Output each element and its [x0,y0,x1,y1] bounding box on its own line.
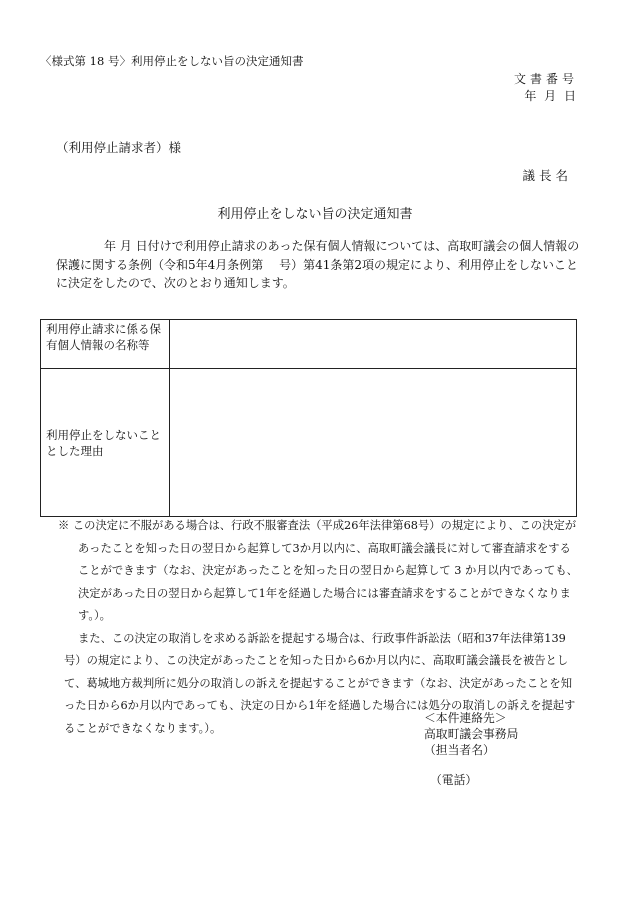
body-text: 年 月 日付けで利用停止請求のあった保有個人情報については、高取町議会の個人情報の保護に関する条例（令和5年4月条例第 号）第41条第2項の規定により、利用停止をしないことに決定をしたので、次のとおり通知します。 [56,239,580,290]
document-number-label: 文書番号 [513,72,578,86]
contact-block [424,710,518,788]
table-value-info-name [170,320,577,369]
table-label-reason: 利用停止をしないこととした理由 [41,369,170,517]
sender-name: 議長名 [522,168,572,183]
contact-phone: （電話） [430,773,478,787]
addressee: （利用停止請求者）様 [56,140,182,155]
note-lawsuit: また、この決定の取消しを求める訴訟を提起する場合は、行政事件訴訟法（昭和37年法律第139号）の規定により、この決定があったことを知った日から6か月以内に、高取町議会議長を被告として、葛城地方裁判所に処分の取消しの訴えを提起することができます（なお、決定があったことを知った日から6か月以内であっても、決定の日から1年を経過した場合には処分の取消しの訴えを提起することができなくなります。）。 [64,631,576,735]
contact-person: （担当者名） [424,743,495,757]
form-number: 〈様式第 18 号〉利用停止をしない旨の決定通知書 [40,54,304,68]
document-date-label: 年 月 日 [524,89,578,103]
document-title: 利用停止をしない旨の決定通知書 [217,207,413,222]
table-row [41,369,577,517]
note-appeal: ※ この決定に不服がある場合は、行政不服審査法（平成26年法律第68号）の規定により、この決定があったことを知った日の翌日から起算して3か月以内に、高取町議会議長に対して審査請求をすることができます（なお、決定があったことを知った日の翌日から起算して 3 か月以内であっても、決定があった日の翌日から起算して1年を経過した場合には審査請求をすることができなくなります。）。 [58,519,578,622]
contact-heading: ＜本件連絡先＞ [424,711,507,725]
info-table [40,319,577,517]
notes-section [58,515,580,740]
table-row [41,320,577,369]
table-value-reason [170,369,577,517]
table-label-info-name: 利用停止請求に係る保有個人情報の名称等 [41,320,170,369]
contact-office: 高取町議会事務局 [424,727,519,741]
body-paragraph [56,237,582,293]
